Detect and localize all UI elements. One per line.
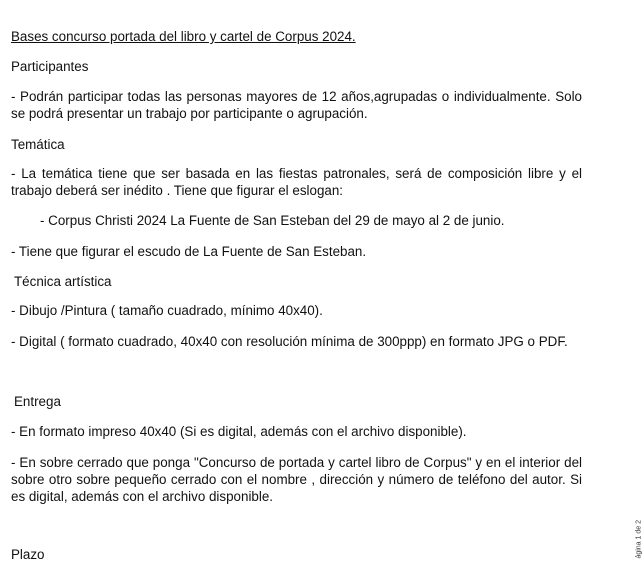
document-title: Bases concurso portada del libro y cartel de Corpus 2024.: [11, 29, 356, 44]
heading-tecnica: Técnica artística: [14, 274, 112, 289]
paragraph-digital: - Digital ( formato cuadrado, 40x40 con resolución mínima de 300ppp) en formato JPG o PDF.: [11, 334, 568, 349]
paragraph-formato-impreso: - En formato impreso 40x40 (Si es digital, además con el archivo disponible).: [11, 424, 467, 439]
heading-participantes: Participantes: [11, 59, 89, 74]
paragraph-participantes: - Podrán participar todas las personas mayores de 12 años,agrupadas o individualmente. Solo se podrá presentar un trabajo por participante o agrupación.: [11, 89, 582, 121]
heading-tematica: Temática: [11, 137, 65, 152]
heading-plazo: Plazo: [11, 547, 45, 562]
paragraph-escudo: - Tiene que figurar el escudo de La Fuente de San Esteban.: [11, 244, 367, 259]
slogan-line: - Corpus Christi 2024 La Fuente de San Esteban del 29 de mayo al 2 de junio.: [40, 213, 505, 228]
paragraph-sobre: - En sobre cerrado que ponga "Concurso de portada y cartel libro de Corpus" y en el interior del sobre otro sobre pequeño cerrado con el nombre , dirección y número de teléfono del autor. Si es digital, además con el archivo disponible.: [11, 455, 582, 504]
paragraph-tematica: - La temática tiene que ser basada en las fiestas patronales, será de composición libre y el trabajo deberá ser inédito . Tiene que figurar el eslogan:: [11, 166, 582, 198]
heading-entrega: Entrega: [14, 394, 61, 409]
paragraph-dibujo: - Dibujo /Pintura ( tamaño cuadrado, mínimo 40x40).: [11, 303, 323, 318]
page-number-label: ágina 1 de 2: [636, 520, 643, 559]
